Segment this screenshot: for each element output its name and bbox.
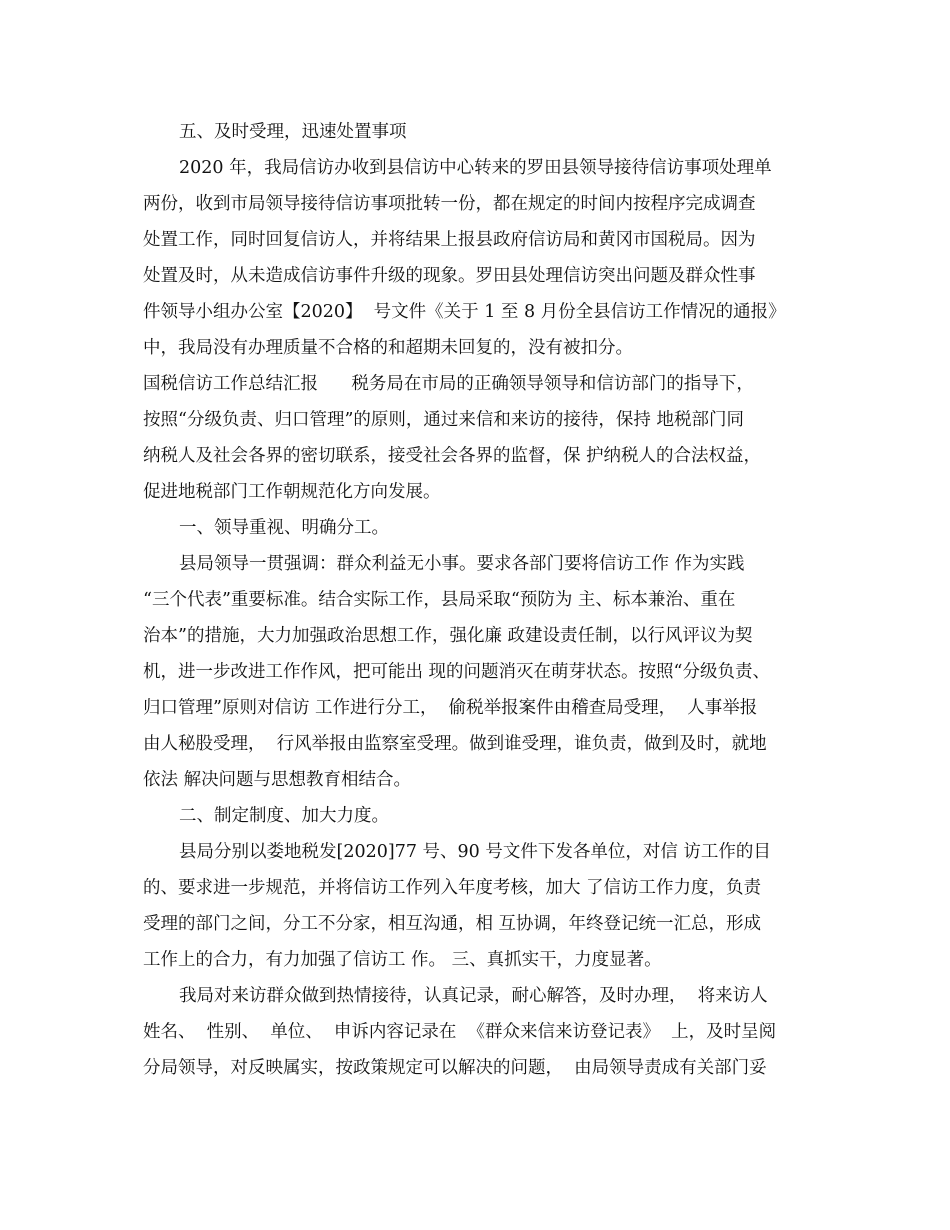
paragraph-line: 按照“分级负责、归口管理”的原则，通过来信和来访的接待，保持 地税部门同 (143, 410, 744, 430)
paragraph-line: 县局领导一贯强调：群众利益无小事。要求各部门要将信访工作 作为实践 (179, 554, 745, 574)
paragraph-line: 姓名、 性别、 单位、 申诉内容记录在 《群众来信来访登记表》 上，及时呈阅 (143, 1022, 777, 1042)
paragraph-line: 分局领导，对反映属实，按政策规定可以解决的问题， 由局领导责成有关部门妥 (143, 1058, 767, 1078)
paragraph-line: 国税信访工作总结汇报 税务局在市局的正确领导领导和信访部门的指导下， (143, 374, 754, 394)
paragraph-line: 归口管理”原则对信访 工作进行分工， 偷税举报案件由稽查局受理， 人事举报 (143, 698, 758, 718)
paragraph-line: 处置工作，同时回复信访人，并将结果上报县政府信访局和黄冈市国税局。因为 (143, 230, 756, 250)
paragraph-line: 由人秘股受理， 行风举报由监察室受理。做到谁受理，谁负责，做到及时，就地 (143, 734, 767, 754)
paragraph-line: 件领导小组办公室【2020】 号文件《关于 1 至 8 月份全县信访工作情况的通报》 (143, 302, 786, 322)
paragraph-line: 我局对来访群众做到热情接待，认真记录，耐心解答，及时办理， 将来访人 (179, 986, 768, 1006)
paragraph-line: 受理的部门之间，分工不分家，相互沟通，相 互协调，年终登记统一汇总，形成 (143, 914, 762, 934)
paragraph-line: 2020 年，我局信访办收到县信访中心转来的罗田县领导接待信访事项处理单 (179, 158, 772, 178)
paragraph-line: 机，进一步改进工作作风，把可能出 现的问题消灭在萌芽状态。按照“分级负责、 (143, 662, 771, 682)
section-heading: 二、制定制度、加大力度。 (179, 806, 389, 826)
paragraph-line: 中，我局没有办理质量不合格的和超期未回复的，没有被扣分。 (143, 338, 633, 358)
paragraph-line: “三个代表”重要标准。结合实际工作，县局采取“预防为 主、标本兼治、重在 (143, 590, 736, 610)
paragraph-line: 依法 解决问题与思想教育相结合。 (143, 770, 412, 790)
paragraph-line: 处置及时，从未造成信访事件升级的现象。罗田县处理信访突出问题及群众性事 (143, 266, 756, 286)
section-heading: 一、领导重视、明确分工。 (179, 518, 389, 538)
paragraph-line: 的、要求进一步规范，并将信访工作列入年度考核，加大 了信访工作力度，负责 (143, 878, 762, 898)
paragraph-line: 促进地税部门工作朝规范化方向发展。 (143, 482, 441, 502)
paragraph-line: 工作上的合力，有力加强了信访工 作。 三、真抓实干，力度显著。 (143, 950, 662, 970)
section-heading: 五、及时受理，迅速处置事项 (179, 122, 407, 142)
paragraph-line: 两份，收到市局领导接待信访事项批转一份，都在规定的时间内按程序完成调查 (143, 194, 756, 214)
paragraph-line: 治本”的措施，大力加强政治思想工作，强化廉 政建设责任制，以行风评议为契 (143, 626, 753, 646)
paragraph-line: 纳税人及社会各界的密切联系，接受社会各界的监督，保 护纳税人的合法权益， (143, 446, 762, 466)
paragraph-line: 县局分别以娄地税发[2020]77 号、90 号文件下发各单位，对信 访工作的目 (179, 842, 771, 862)
